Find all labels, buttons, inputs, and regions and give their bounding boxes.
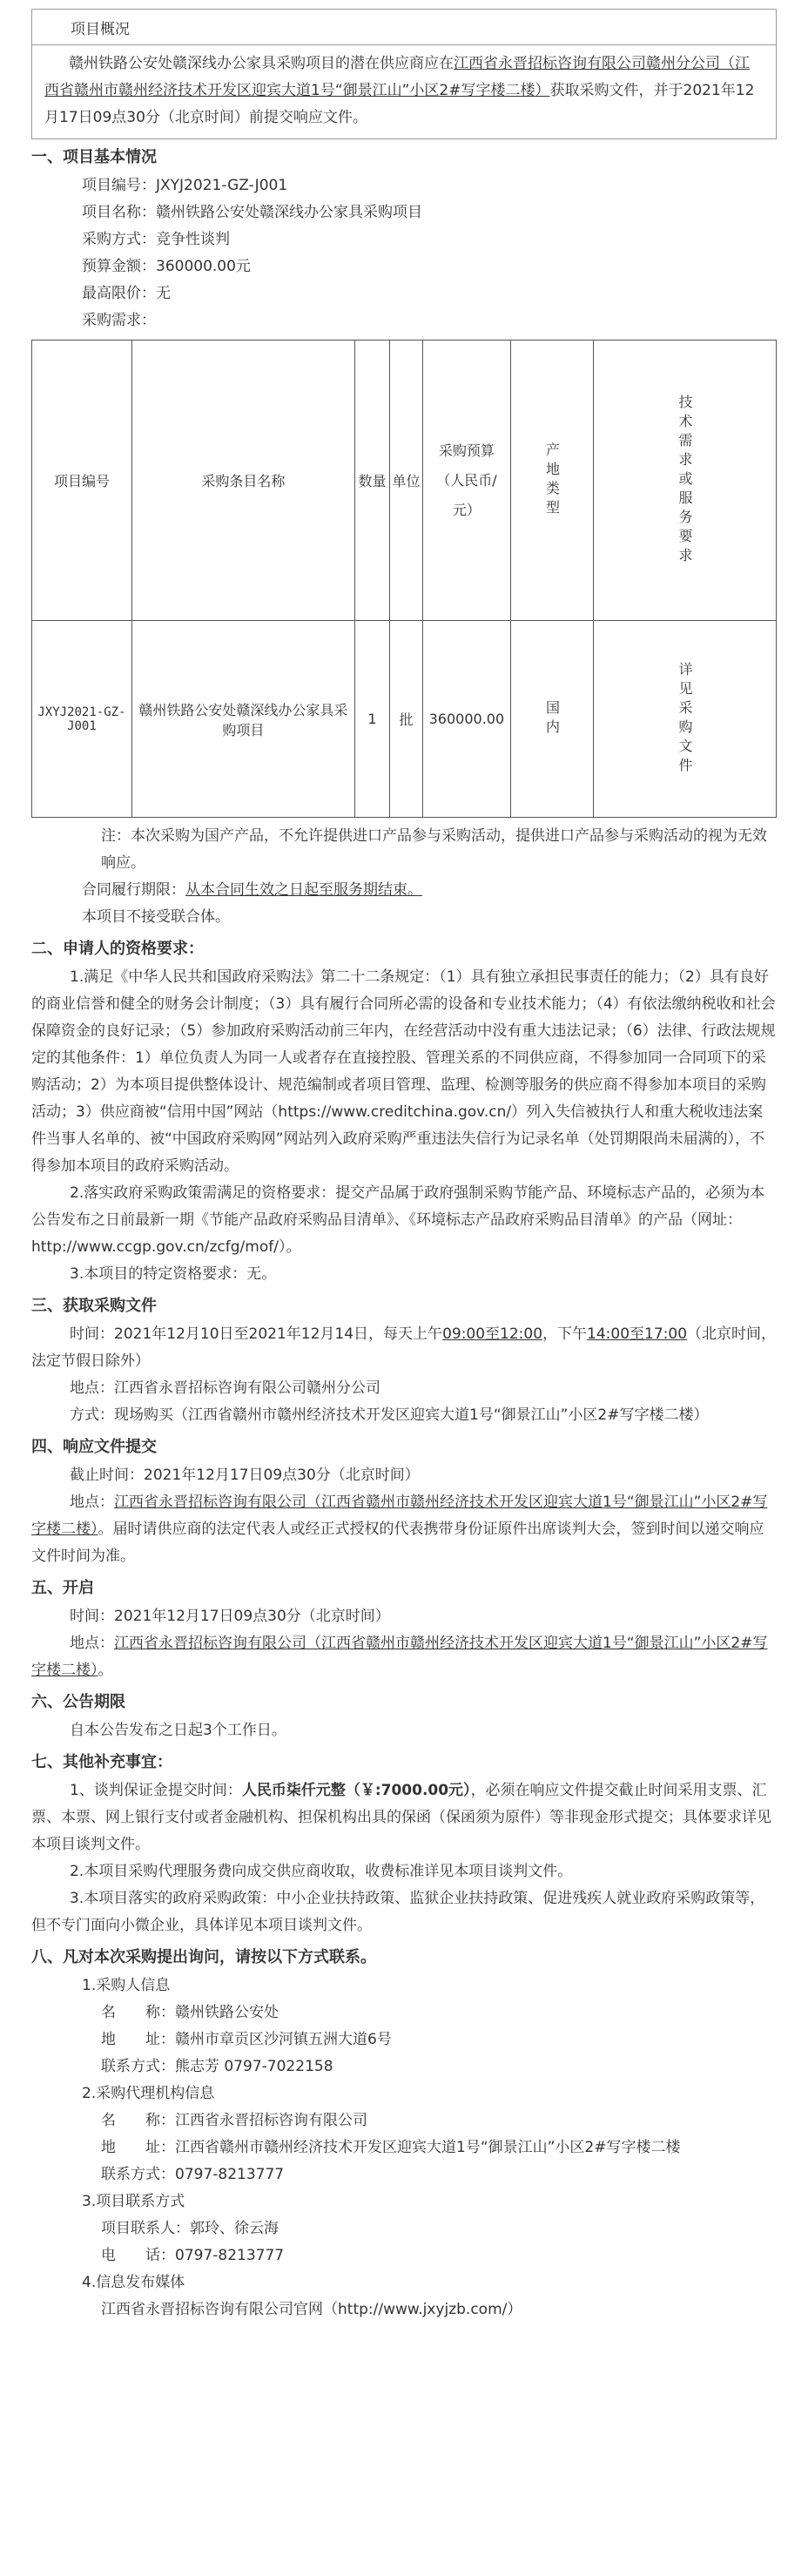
acquire-time: 时间：2021年12月10日至2021年12月14日，每天上午09:00至12:00，下午14:00至17:00（北京时间，法定节假日除外） — [31, 1325, 777, 1370]
cell-budget: 360000.00 — [422, 621, 510, 818]
max-price: 最高限价：无 — [82, 285, 171, 302]
qualification-3: 3.本项目的特定资格要求：无。 — [70, 1265, 277, 1283]
budget-amount: 预算金额：360000.00元 — [82, 258, 251, 275]
acquire-time-am: 09:00至12:00 — [442, 1325, 543, 1343]
buyer-contact: 联系方式：熊志芳 0797-7022158 — [101, 2058, 333, 2075]
notice-period: 自本公告发布之日起3个工作日。 — [70, 1722, 286, 1739]
intro-pre: 赣州铁路公安处赣深线办公家具采购项目的潜在供应商应在 — [69, 55, 454, 72]
cell-unit: 批 — [390, 621, 423, 818]
project-name: 项目名称：赣州铁路公安处赣深线办公家具采购项目 — [82, 204, 422, 221]
header-project-number: 项目编号 — [32, 341, 132, 621]
no-consortium: 本项目不接受联合体。 — [82, 908, 230, 926]
opening-place-link[interactable]: 江西省永晋招标咨询有限公司（江西省赣州市赣州经济技术开发区迎宾大道1号“御景江山”小区2#写字楼二楼） — [31, 1635, 768, 1679]
agency-fee: 2.本项目采购代理服务费向成交供应商收取，收费标准详见本项目谈判文件。 — [70, 1863, 573, 1880]
cell-tech-requirements: 详见采购文件 — [593, 621, 776, 818]
requirements-table — [31, 340, 777, 818]
intro-agent-link[interactable]: 江西省永晋招标咨询有限公司赣州分公司（江西省赣州市赣州经济技术开发区迎宾大道1号“御景江山”小区2#写字楼二楼） — [44, 55, 750, 99]
intro-post: 获取采购文件，并于2021年12月17日09点30分（北京时间）前提交响应文件。 — [44, 82, 755, 126]
opening-time: 时间：2021年12月17日09点30分（北京时间） — [70, 1608, 390, 1625]
contract-period — [31, 877, 777, 904]
header-origin-type: 产地类型 — [510, 341, 593, 621]
announcement-page — [0, 9, 808, 2576]
cell-origin-type: 国内 — [510, 621, 593, 818]
media-text[interactable]: 江西省永晋招标咨询有限公司官网（http://www.jxyjzb.com/） — [101, 2301, 522, 2318]
project-contact-phone: 电 话：0797-8213777 — [101, 2247, 285, 2264]
qualification-1: 1.满足《中华人民共和国政府采购法》第二十二条规定：（1）具有独立承担民事责任的能力；（2）具有良好的商业信誉和健全的财务会计制度；（3）具有履行合同所必需的设备和专业技术能力；（4）有依法缴纳税收和社会保障资金的良好记录；（5）参加政府采购活动前三年内，在经营活动中没有重大违法记录；（6）法律、行政法规规定的其他条件：1）单位负责人为同一人或者存在直接控股、管理关系的不同供应商，不得参加同一合同项下的采购活动；2）为本项目提供整体设计、规范编制或者项目管理、监理、检测等服务的供应商不得参加本项目的采购活动；3）供应商被“信用中国”网站（https://www.creditchina.gov.cn/）列入失信被执行人和重大税收违法案件当事人名单的、被“中国政府采购网”网站列入政府采购严重违法失信行为记录名单（处罚期限尚未届满的），不得参加本项目的政府采购活动。 — [31, 968, 776, 1175]
agent-address: 地 址：江西省赣州市赣州经济技术开发区迎宾大道1号“御景江山”小区2#写字楼二楼 — [101, 2139, 681, 2156]
header-budget: 采购预算（人民币/元） — [422, 341, 510, 621]
procurement-method: 采购方式：竞争性谈判 — [82, 231, 230, 248]
buyer-name: 名 称：赣州铁路公安处 — [101, 2004, 279, 2021]
intro-paragraph — [31, 45, 777, 139]
section-4-heading: 四、响应文件提交 — [31, 1438, 157, 1456]
contract-period-value: 从本合同生效之日起至服务期结束。 — [185, 881, 422, 899]
buyer-title: 1.采购人信息 — [82, 1977, 171, 1994]
section-5-heading: 五、开启 — [31, 1579, 94, 1597]
section-2-heading: 二、申请人的资格要求： — [31, 940, 204, 958]
media-title: 4.信息发布媒体 — [82, 2274, 185, 2291]
section-6-heading: 六、公告期限 — [31, 1693, 125, 1711]
overview-title-bar — [31, 9, 777, 45]
header-quantity: 数量 — [354, 341, 389, 621]
header-unit: 单位 — [390, 341, 423, 621]
cell-item-name: 赣州铁路公安处赣深线办公家具采购项目 — [131, 621, 354, 818]
agent-name: 名 称：江西省永晋招标咨询有限公司 — [101, 2112, 367, 2129]
deposit-amount: 人民币柒仟元整（￥:7000.00元） — [241, 1782, 471, 1799]
contract-period-label: 合同履行期限： — [82, 881, 185, 899]
policy-info: 3.本项目落实的政府采购政策：中小企业扶持政策、监狱企业扶持政策、促进残疾人就业政府采购政策等，但不专门面向小微企业，具体详见本项目谈判文件。 — [31, 1890, 765, 1934]
import-note: 注：本次采购为国产产品，不允许提供进口产品参与采购活动，提供进口产品参与采购活动的视为无效响应。 — [101, 827, 767, 872]
overview-title: 项目概况 — [71, 20, 130, 38]
project-number: 项目编号：JXYJ2021-GZ-J001 — [82, 177, 288, 194]
acquire-place: 地点：江西省永晋招标咨询有限公司赣州分公司 — [70, 1379, 380, 1397]
buyer-address: 地 址：赣州市章贡区沙河镇五洲大道6号 — [101, 2031, 392, 2048]
header-tech-requirements: 技术需求或服务要求 — [593, 341, 776, 621]
project-contact-people: 项目联系人：郭玲、徐云海 — [101, 2220, 279, 2237]
deposit-info: 1、谈判保证金提交时间：人民币柒仟元整（￥:7000.00元），必须在响应文件提交截止时间采用支票、汇票、本票、网上银行支付或者金融机构、担保机构出具的保函（保函须为原件）等非现金形式提交；具体要求详见本项目谈判文件。 — [31, 1782, 771, 1853]
submit-deadline: 截止时间：2021年12月17日09点30分（北京时间） — [70, 1467, 420, 1484]
table-row — [32, 621, 777, 818]
table-header-row — [32, 341, 777, 621]
cell-project-number: JXYJ2021-GZ-J001 — [32, 621, 132, 818]
qualification-2: 2.落实政府采购政策需满足的资格要求：提交产品属于政府强制采购节能产品、环境标志产品的，必须为本公告发布之日前最新一期《节能产品政府采购品目清单》、《环境标志产品政府采购品目清单》的产品（网址：http://www.ccgp.gov.cn/zcfg/mof/）。 — [31, 1184, 765, 1256]
project-contact-title: 3.项目联系方式 — [82, 2193, 185, 2210]
submit-place: 地点：江西省永晋招标咨询有限公司（江西省赣州市赣州经济技术开发区迎宾大道1号“御景江山”小区2#写字楼二楼）。届时请供应商的法定代表人或经正式授权的代表携带身份证原件出席谈判大会，签到时间以递交响应文件时间为准。 — [31, 1494, 768, 1565]
section-7-heading: 七、其他补充事宜： — [31, 1753, 172, 1771]
section-8-heading: 八、凡对本次采购提出询问，请按以下方式联系。 — [31, 1948, 376, 1966]
acquire-time-pm: 14:00至17:00 — [587, 1325, 688, 1343]
acquire-method: 方式：现场购买（江西省赣州市赣州经济技术开发区迎宾大道1号“御景江山”小区2#写字楼二楼） — [70, 1406, 709, 1424]
section-3-heading: 三、获取采购文件 — [31, 1297, 157, 1315]
submit-place-link[interactable]: 江西省永晋招标咨询有限公司（江西省赣州市赣州经济技术开发区迎宾大道1号“御景江山”小区2#写字楼二楼） — [31, 1494, 768, 1538]
agent-contact: 联系方式：0797-8213777 — [101, 2166, 285, 2183]
procurement-needs-label: 采购需求： — [82, 312, 156, 329]
agent-title: 2.采购代理机构信息 — [82, 2085, 215, 2102]
section-1-heading: 一、项目基本情况 — [31, 148, 157, 166]
header-item-name: 采购条目名称 — [131, 341, 354, 621]
opening-place: 地点：江西省永晋招标咨询有限公司（江西省赣州市赣州经济技术开发区迎宾大道1号“御景江山”小区2#写字楼二楼）。 — [31, 1635, 768, 1679]
cell-quantity: 1 — [354, 621, 389, 818]
